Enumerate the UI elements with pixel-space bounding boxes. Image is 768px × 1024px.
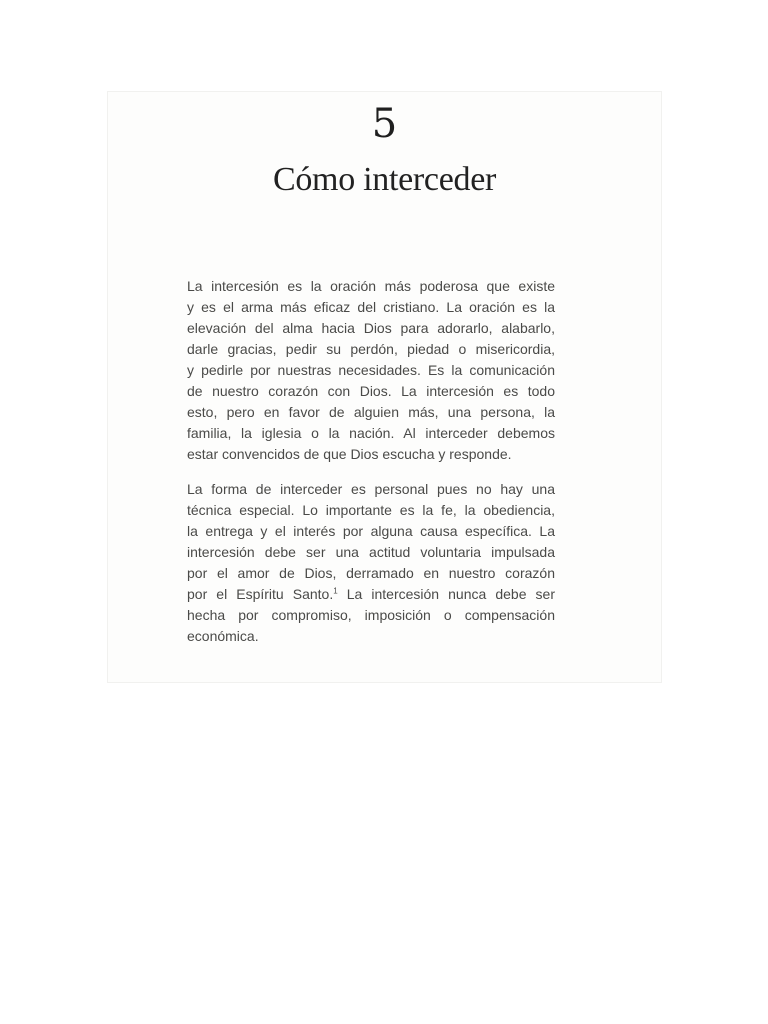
text-line: y es el arma más eficaz del cristiano. La oración es la: [187, 299, 555, 315]
paragraph-1: [187, 276, 555, 465]
text-line-with-footnote: [187, 584, 555, 605]
text-line: familia, la iglesia o la nación. Al interceder debemos: [187, 425, 555, 441]
text-line: económica.: [187, 628, 259, 644]
paragraph-2: [187, 479, 555, 647]
text-line: la entrega y el interés por alguna causa específica. La: [187, 523, 555, 539]
text-line: La intercesión es la oración más poderosa que existe: [187, 278, 555, 294]
footnote-marker[interactable]: 1: [333, 586, 338, 596]
text-line: esto, pero en favor de alguien más, una persona, la: [187, 404, 555, 420]
book-page: [108, 92, 661, 682]
chapter-number: 5: [371, 101, 398, 147]
text-line: La forma de interceder es personal pues no hay una: [187, 481, 555, 497]
text-segment: La intercesión nunca debe ser: [337, 586, 555, 602]
text-line: hecha por compromiso, imposición o compensación: [187, 607, 555, 623]
text-line: y pedirle por nuestras necesidades. Es la comunicación: [187, 362, 555, 378]
text-line: estar convencidos de que Dios escucha y responde.: [187, 446, 512, 462]
text-line: por el amor de Dios, derramado en nuestro corazón: [187, 565, 555, 581]
text-line: darle gracias, pedir su perdón, piedad o misericordia,: [187, 341, 555, 357]
text-line: técnica especial. Lo importante es la fe, la obediencia,: [187, 502, 555, 518]
text-line: de nuestro corazón con Dios. La intercesión es todo: [187, 383, 555, 399]
chapter-title: Cómo interceder: [272, 161, 497, 198]
text-line: elevación del alma hacia Dios para adorarlo, alabarlo,: [187, 320, 555, 336]
text-segment: por el Espíritu Santo.: [187, 586, 334, 602]
text-line: intercesión debe ser una actitud voluntaria impulsada: [187, 544, 555, 560]
chapter-body: [187, 276, 555, 661]
